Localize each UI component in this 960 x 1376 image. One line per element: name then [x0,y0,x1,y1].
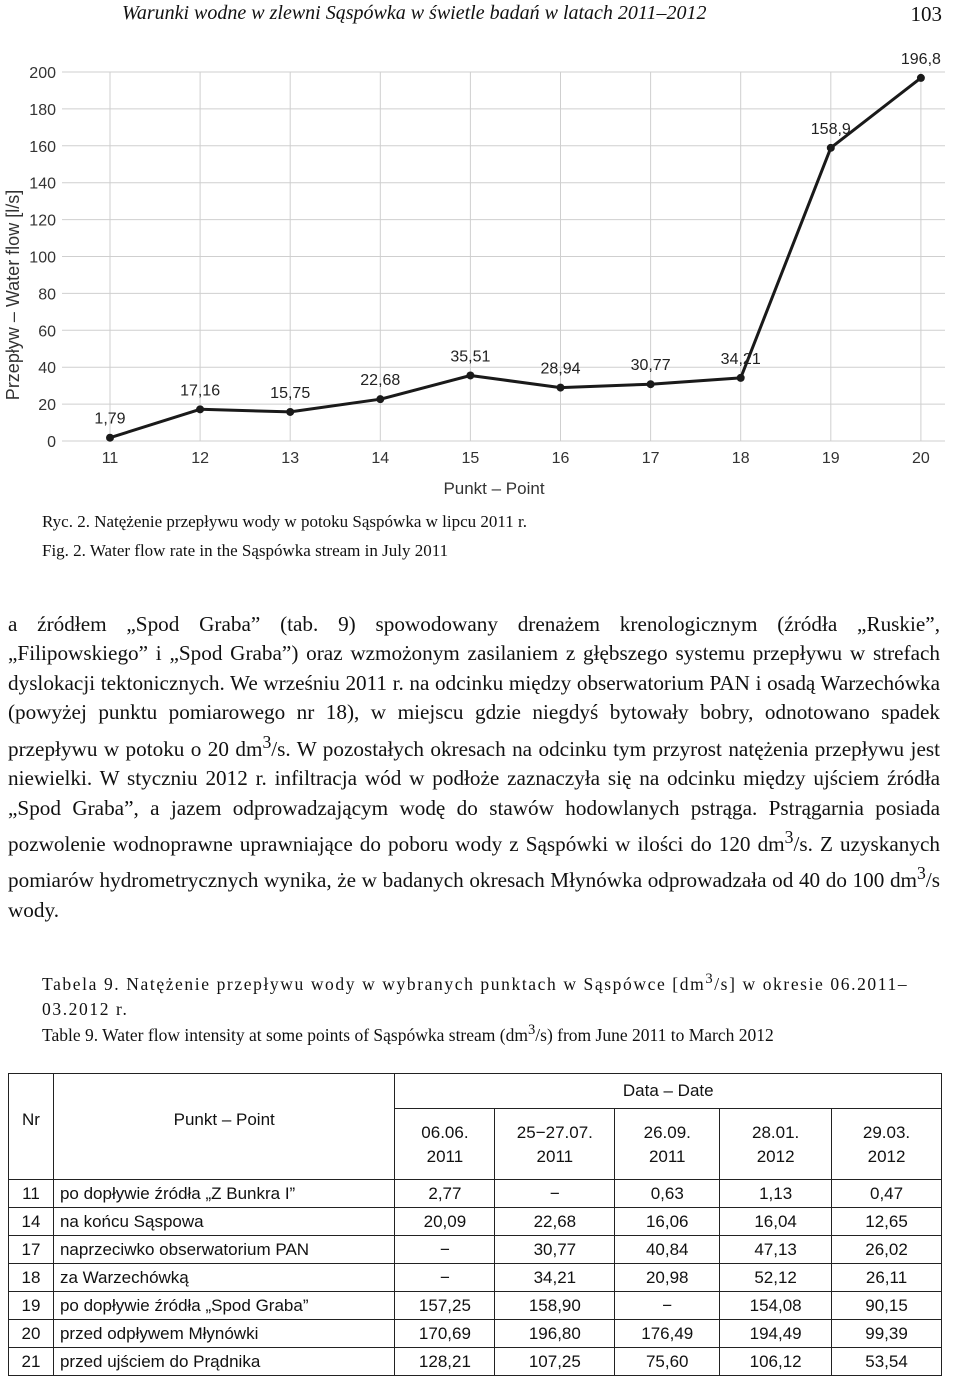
data-point [106,434,114,442]
y-tick-label: 200 [29,65,56,82]
y-tick-label: 20 [38,397,56,415]
data-point [647,380,655,388]
cell-value: 157,25 [395,1292,495,1320]
header-date-5: 29.03. 2012 [832,1109,942,1180]
cell-value: 40,84 [615,1236,720,1264]
cell-value: 106,12 [720,1348,832,1376]
cell-value: − [615,1292,720,1320]
page-number: 103 [910,2,942,26]
header-date-2: 25−27.07. 2011 [495,1109,615,1180]
superscript: 3 [527,1022,536,1038]
y-tick-label: 180 [29,101,56,119]
header-point: Punkt – Point [53,1074,395,1180]
superscript: 3 [784,826,794,847]
y-tick-label: 40 [38,360,56,378]
cell-value: 158,90 [495,1292,615,1320]
cell-value: 20,98 [615,1264,720,1292]
cell-point: na końcu Sąspowa [53,1208,395,1236]
header-date-4: 28.01. 2012 [720,1109,832,1180]
y-tick-label: 120 [29,212,56,230]
table-caption-pl: Tabela 9. Natężenie przepływu wody w wybranych punktach w Sąspówce $[dm^3/s]$ w okresie 06.2011–03.2012 r. [42,971,909,1019]
cell-value: 107,25 [495,1348,615,1376]
series-points [106,74,925,442]
cell-value: − [395,1264,495,1292]
superscript: 3 [705,971,715,987]
header-date: Data – Date [395,1074,942,1109]
data-labels [94,51,941,428]
table-row [9,1264,942,1292]
cell-value: 26,11 [832,1264,942,1292]
x-tick-label: 15 [461,450,480,467]
cell-nr: 17 [9,1236,54,1264]
x-tick-labels [102,450,930,467]
header-date-1: 06.06. 2011 [395,1109,495,1180]
cell-value: 47,13 [720,1236,832,1264]
cell-point: przed odpływem Młynówki [53,1320,395,1348]
cell-value: 1,13 [720,1180,832,1208]
table-caption-en: Table 9. Water flow intensity at some points of Sąspówka stream $(dm^3/s)$ from June 2011 to March 2012 [42,1022,774,1045]
cell-value: 22,68 [495,1208,615,1236]
cell-value: 53,54 [832,1348,942,1376]
cell-point: naprzeciwko obserwatorium PAN [53,1236,395,1264]
x-tick-label: 16 [551,450,570,467]
header-nr: Nr [9,1074,54,1180]
data-label: 196,8 [900,50,941,68]
cell-value: 16,04 [720,1208,832,1236]
data-label: 15,75 [270,384,311,402]
cell-value: 30,77 [495,1236,615,1264]
cell-value: 16,06 [615,1208,720,1236]
cell-value: 176,49 [615,1320,720,1348]
table-row [9,1348,942,1376]
cell-value: 26,02 [832,1236,942,1264]
body-text-part: /s wody. [8,868,940,922]
data-label: 34,21 [720,350,761,368]
x-tick-label: 19 [821,450,840,467]
cell-value: 75,60 [615,1348,720,1376]
data-point [286,408,294,416]
x-tick-label: 18 [731,450,750,467]
cell-point: po dopływie źródła „Z Bunkra I” [53,1180,395,1208]
cell-nr: 21 [9,1348,54,1376]
cell-value: 154,08 [720,1292,832,1320]
x-axis-label: Punkt – Point [443,479,545,498]
cell-nr: 14 [9,1208,54,1236]
cell-value: 12,65 [832,1208,942,1236]
cell-value: 2,77 [395,1180,495,1208]
cell-nr: 20 [9,1320,54,1348]
table-row [9,1236,942,1264]
data-point [737,374,745,382]
x-tick-label: 17 [641,450,660,467]
cell-point: za Warzechówką [53,1264,395,1292]
body-text-part: /s. W pozostałych okresach na odcinku tym przyrost natężenia przepływu jest niewielki. W styczniu 2012 r. infiltracja wód w podłoże zaznaczyła się na odcinku między ujściem źródła „Spod Graba”, a jazem odprowadzającym wodę do stawów hodowlanych pstrąga. Pstrągarnia posiada pozwolenie wodnoprawne uprawniające do poboru wody z Sąspówki w ilości do 120 dm [8,736,940,856]
cell-value: 196,80 [495,1320,615,1348]
table-row [9,1292,942,1320]
data-point [466,371,474,379]
running-title: Warunki wodne w zlewni Sąspówka w świetle badań w latach 2011–2012 [122,2,707,24]
cell-value: − [395,1236,495,1264]
series-line [110,78,921,438]
water-flow-chart [0,50,960,505]
data-point [917,74,925,82]
cell-point: przed ujściem do Prądnika [53,1348,395,1376]
y-tick-labels [29,65,56,451]
cell-value: 34,21 [495,1264,615,1292]
data-label: 30,77 [630,357,671,375]
cell-nr: 18 [9,1264,54,1292]
cell-value: 52,12 [720,1264,832,1292]
y-tick-label: 100 [29,249,56,267]
data-point [196,405,204,413]
cell-value: 128,21 [395,1348,495,1376]
data-label: 35,51 [450,348,491,366]
figure-caption-pl: Ryc. 2. Natężenie przepływu wody w potoku Sąspówka w lipcu 2011 r. [42,512,527,531]
y-tick-label: 160 [29,138,56,156]
x-tick-label: 20 [912,450,930,467]
body-text-part: a źródłem „Spod Graba” (tab. 9) spowodowany drenażem krenologicznym (źródła „Ruskie”, „Filipowskiego” i „Spod Graba”) oraz wzmożonym zasilaniem z głębszego systemu przepływu w strefach dyslokacji tektonicznych. We wrześniu 2011 r. na odcinku między obserwatorium PAN i osadą Warzechówka (powyżej punktu pomiarowego nr 18), w miejscu gdzie niegdyś bytowały bobry, odnotowano spadek przepływu w potoku o 20 dm [8,612,940,761]
x-tick-label: 12 [191,450,209,467]
table-row [9,1208,942,1236]
figure-caption-en: Fig. 2. Water flow rate in the Sąspówka stream in July 2011 [42,541,449,560]
cell-value: 90,15 [832,1292,942,1320]
cell-nr: 19 [9,1292,54,1320]
x-tick-label: 14 [371,450,390,467]
cell-value: 99,39 [832,1320,942,1348]
body-paragraph [8,610,940,925]
table-row [9,1180,942,1208]
table-row [9,1320,942,1348]
x-tick-label: 13 [281,450,300,467]
y-tick-label: 60 [38,323,56,341]
table-header-row [9,1074,942,1109]
data-label: 17,16 [180,382,221,400]
cell-nr: 11 [9,1180,54,1208]
cell-value: 170,69 [395,1320,495,1348]
cell-value: − [495,1180,615,1208]
superscript: 3 [262,731,272,752]
y-tick-label: 0 [47,434,56,451]
data-label: 1,79 [94,410,126,428]
cell-point: po dopływie źródła „Spod Graba” [53,1292,395,1320]
cell-value: 20,09 [395,1208,495,1236]
flow-table [8,1073,942,1376]
header-date-3: 26.09. 2011 [615,1109,720,1180]
data-point [557,384,565,392]
data-label: 158,9 [810,120,851,138]
superscript: 3 [917,863,926,884]
data-label: 28,94 [540,360,581,378]
y-axis-label: Przepływ – Water flow [l/s] [3,189,23,401]
y-tick-label: 140 [29,175,56,193]
data-point [827,144,835,152]
x-tick-label: 11 [101,450,119,467]
data-point [376,395,384,403]
running-header [122,2,942,32]
y-tick-label: 80 [38,286,56,304]
cell-value: 0,47 [832,1180,942,1208]
body-text-part: /s. Z uzyskanych pomiarów hydrometrycznych wynika, że w badanych okresach Młynówka odprowadzała od 40 do 100 dm [8,831,940,893]
data-label: 22,68 [360,372,401,390]
cell-value: 0,63 [615,1180,720,1208]
cell-value: 194,49 [720,1320,832,1348]
